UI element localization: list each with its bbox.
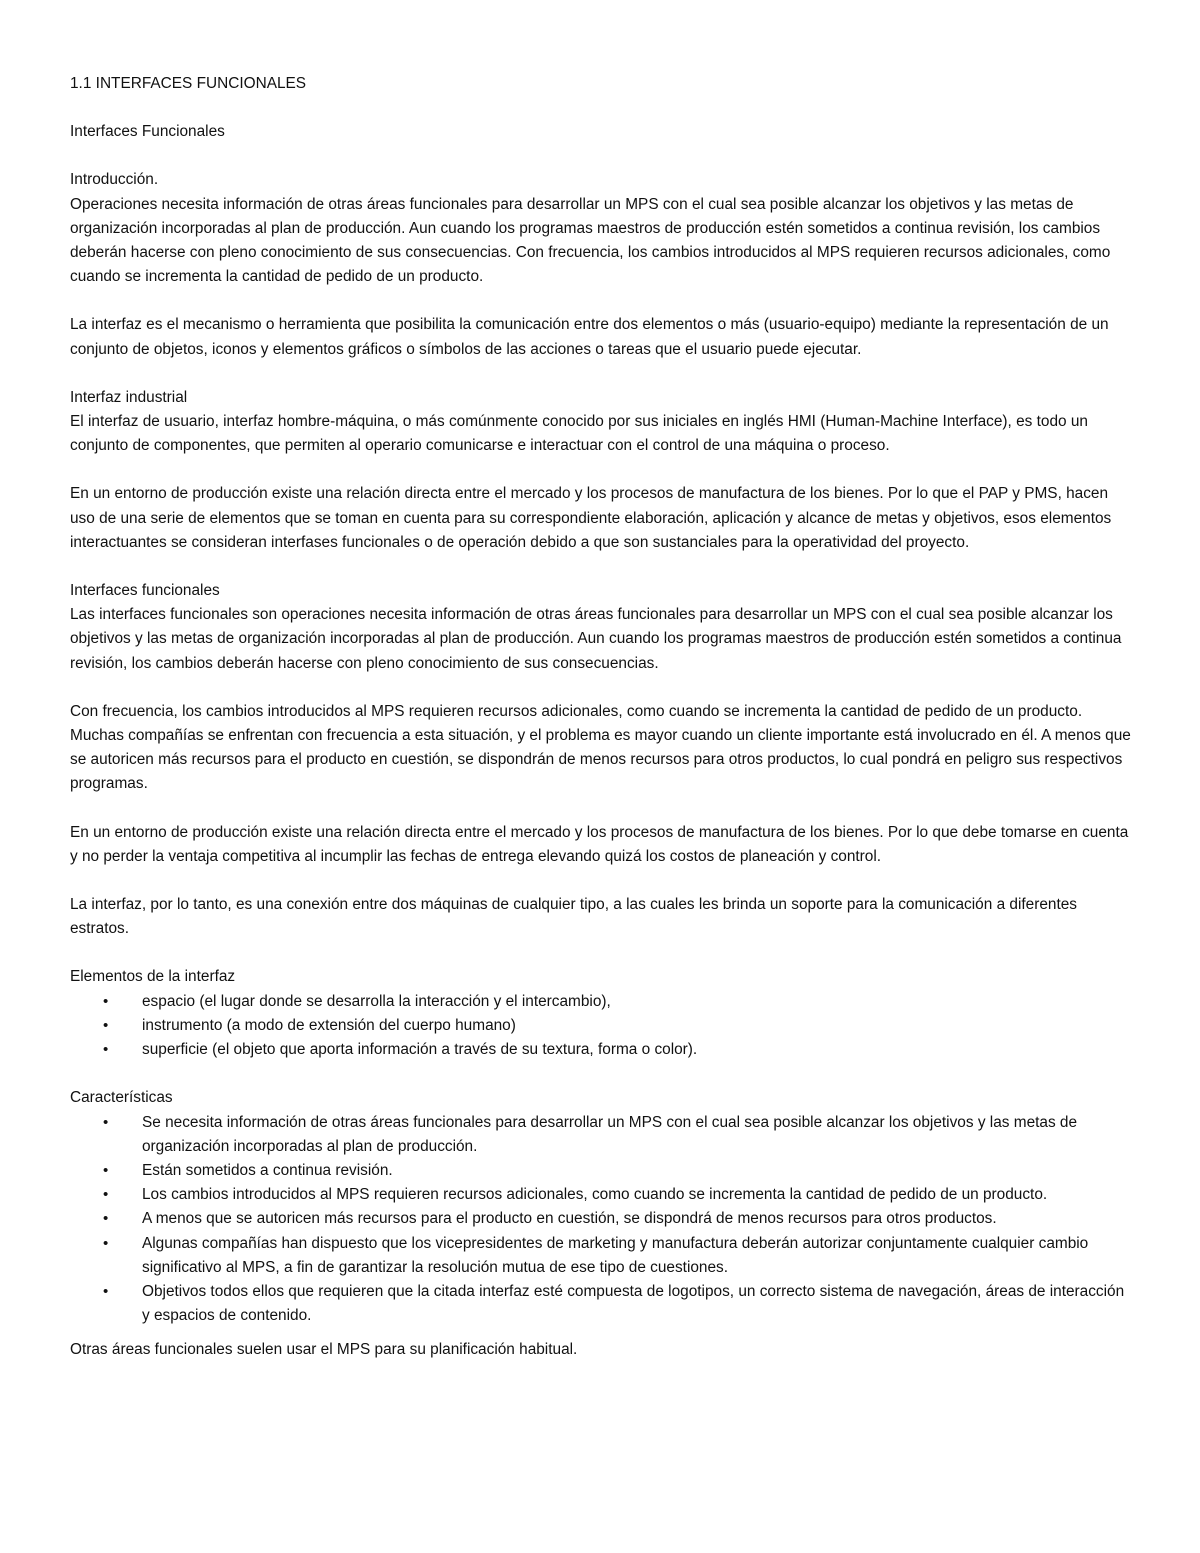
paragraph-funcionales-4: La interfaz, por lo tanto, es una conexión entre dos máquinas de cualquier tipo, a las cuales les brinda un soporte para la comunicación a diferentes estratos. [70,896,1077,938]
section-label-interfaz-industrial: Interfaz industrial [70,388,188,406]
list-item: • espacio (el lugar donde se desarrolla la interacción y el intercambio), [70,990,1132,1014]
list-item: • Objetivos todos ellos que requieren que la citada interfaz esté compuesta de logotipos, un correcto sistema de navegación, áreas de interacción y espacios de contenido. [70,1280,1132,1328]
list-item: • instrumento (a modo de extensión del cuerpo humano) [70,1014,1132,1038]
closing-paragraph: Otras áreas funcionales suelen usar el MPS para su planificación habitual. [70,1341,578,1359]
section-label-interfaces-funcionales: Interfaces funcionales [70,582,220,600]
paragraph-industrial-1: El interfaz de usuario, interfaz hombre-máquina, o más comúnmente conocido por sus iniciales en inglés HMI (Human-Machine Interface), es todo un conjunto de componentes, que permiten al operario comunicarse e interactuar con el control de una máquina o proceso. [70,413,1088,455]
paragraph-intro-1: Operaciones necesita información de otras áreas funcionales para desarrollar un MPS con el cual sea posible alcanzar los objetivos y las metas de organización incorporadas al plan de producción. Aun cuando los programas maestros de producción estén sometidos a continua revisión, los cambios deberán hacerse con pleno conocimiento de sus consecuencias. Con frecuencia, los cambios introducidos al MPS requieren recursos adicionales, como cuando se incrementa la cantidad de pedido de un producto. [70,195,1111,286]
bullet-icon: • [103,1161,109,1179]
bullet-icon: • [103,992,109,1010]
bullet-icon: • [103,1016,109,1034]
section-label-elementos: Elementos de la interfaz [70,968,236,986]
document-subtitle: Interfaces Funcionales [70,123,225,141]
elementos-list [70,990,1132,1063]
bullet-icon: • [103,1234,109,1252]
section-label-introduccion: Introducción. [70,171,159,189]
bullet-icon: • [103,1186,109,1204]
section-label-caracteristicas: Características [70,1089,173,1107]
paragraph-industrial-2: En un entorno de producción existe una relación directa entre el mercado y los procesos de manufactura de los bienes. Por lo que el PAP y PMS, hacen uso de una serie de elementos que se toman en cuenta para su correspondiente elaboración, aplicación y alcance de metas y objetivos, esos elementos interactuantes se consideran interfases funcionales o de operación debido a que son sustanciales para la operatividad del proyecto. [70,485,1112,551]
bullet-icon: • [103,1041,109,1059]
paragraph-funcionales-2: Con frecuencia, los cambios introducidos al MPS requieren recursos adicionales, como cuando se incrementa la cantidad de pedido de un producto. Muchas compañías se enfrentan con frecuencia a esta situación, y el problema es mayor cuando un cliente importante está involucrado en él. A menos que se autoricen más recursos para el producto en cuestión, se dispondrán de menos recursos para otros productos, lo cual pondrá en peligro sus respectivos programas. [70,702,1131,793]
list-item: • A menos que se autoricen más recursos para el producto en cuestión, se dispondrá de menos recursos para otros productos. [70,1207,1132,1231]
list-item: • superficie (el objeto que aporta información a través de su textura, forma o color). [70,1038,1132,1062]
bullet-icon: • [103,1113,109,1131]
document-page [70,72,1132,1363]
list-item: • Están sometidos a continua revisión. [70,1159,1132,1183]
paragraph-intro-2: La interfaz es el mecanismo o herramienta que posibilita la comunicación entre dos elementos o más (usuario-equipo) mediante la representación de un conjunto de objetos, iconos y elementos gráficos o símbolos de las acciones o tareas que el usuario puede ejecutar. [70,316,1109,358]
paragraph-funcionales-1: Las interfaces funcionales son operaciones necesita información de otras áreas funcionales para desarrollar un MPS con el cual sea posible alcanzar los objetivos y las metas de organización incorporadas al plan de producción. Aun cuando los programas maestros de producción estén sometidos a continua revisión, los cambios deberán hacerse con pleno conocimiento de sus consecuencias. [70,606,1122,672]
caracteristicas-list [70,1111,1132,1329]
list-item: • Los cambios introducidos al MPS requieren recursos adicionales, como cuando se incrementa la cantidad de pedido de un producto. [70,1183,1132,1207]
bullet-icon: • [103,1210,109,1228]
list-item: • Se necesita información de otras áreas funcionales para desarrollar un MPS con el cual sea posible alcanzar los objetivos y las metas de organización incorporadas al plan de producción. [70,1111,1132,1159]
bullet-icon: • [103,1282,109,1300]
paragraph-funcionales-3: En un entorno de producción existe una relación directa entre el mercado y los procesos de manufactura de los bienes. Por lo que debe tomarse en cuenta y no perder la ventaja competitiva al incumplir las fechas de entrega elevando quizá los costos de planeación y control. [70,823,1129,865]
list-item: • Algunas compañías han dispuesto que los vicepresidentes de marketing y manufactura deberán autorizar conjuntamente cualquier cambio significativo al MPS, a fin de garantizar la resolución mutua de ese tipo de cuestiones. [70,1232,1132,1280]
document-heading: 1.1 INTERFACES FUNCIONALES [70,75,307,92]
